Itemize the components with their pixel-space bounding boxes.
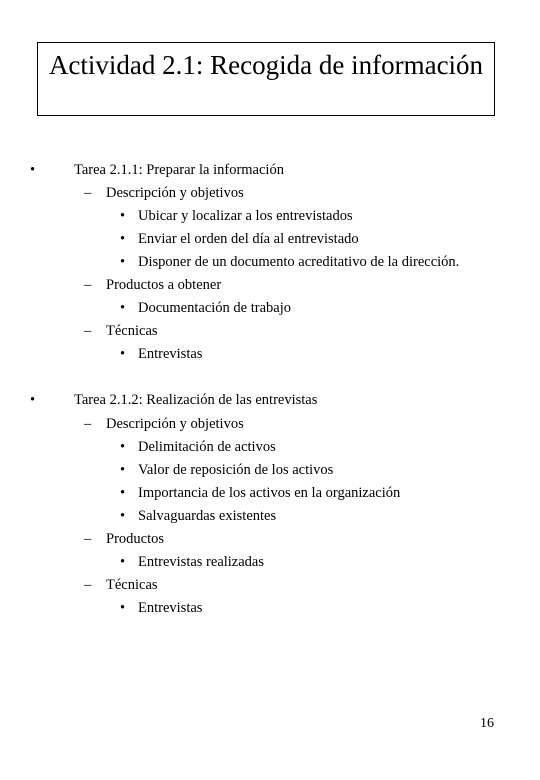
bullet-marker: • xyxy=(120,600,126,616)
task-2-section-1-label: Descripción y objetivos xyxy=(106,416,244,432)
bullet-marker: • xyxy=(120,231,126,247)
task-2-section-3-item-1: Entrevistas xyxy=(138,600,203,616)
task-2-section-1-item-3: Importancia de los activos en la organización xyxy=(138,485,401,501)
task-1-section-2-item-1: Documentación de trabajo xyxy=(138,300,291,316)
task-1-section-3-item-1: Entrevistas xyxy=(138,346,203,362)
task-1-section-1-item-1: Ubicar y localizar a los entrevistados xyxy=(138,208,353,224)
dash-marker: – xyxy=(84,277,92,293)
dash-marker: – xyxy=(84,323,92,339)
bullet-marker: • xyxy=(120,554,126,570)
bullet-marker: • xyxy=(120,508,126,524)
bullet-marker: • xyxy=(120,439,126,455)
task-2-label: Tarea 2.1.2: Realización de las entrevistas xyxy=(74,392,318,408)
dash-marker: – xyxy=(84,185,92,201)
bullet-marker: • xyxy=(120,462,126,478)
page-title: Actividad 2.1: Recogida de información xyxy=(48,50,484,80)
bullet-marker: • xyxy=(120,485,126,501)
task-2-section-1-item-1: Delimitación de activos xyxy=(138,439,276,455)
dash-marker: – xyxy=(84,416,92,432)
bullet-marker: • xyxy=(120,208,126,224)
task-1-section-1-label: Descripción y objetivos xyxy=(106,185,244,201)
dash-marker: – xyxy=(84,531,92,547)
dash-marker: – xyxy=(84,577,92,593)
task-1-label: Tarea 2.1.1: Preparar la información xyxy=(74,162,284,178)
task-2-section-2-label: Productos xyxy=(106,531,164,547)
bullet-marker: • xyxy=(30,392,36,408)
task-2-section-1-item-4: Salvaguardas existentes xyxy=(138,508,277,524)
task-1-section-1-item-3: Disponer de un documento acreditativo de la dirección. xyxy=(138,254,460,270)
task-2-section-2-item-1: Entrevistas realizadas xyxy=(138,554,265,570)
bullet-marker: • xyxy=(120,300,126,316)
task-1-section-3-label: Técnicas xyxy=(106,323,158,339)
bullet-marker: • xyxy=(30,162,36,178)
page-number: 16 xyxy=(480,716,494,731)
bullet-marker: • xyxy=(120,254,126,270)
task-1-section-1-item-2: Enviar el orden del día al entrevistado xyxy=(138,231,359,247)
task-2-section-3-label: Técnicas xyxy=(106,577,158,593)
bullet-marker: • xyxy=(120,346,126,362)
task-2-section-1-item-2: Valor de reposición de los activos xyxy=(138,462,334,478)
task-1-section-2-label: Productos a obtener xyxy=(106,277,222,293)
